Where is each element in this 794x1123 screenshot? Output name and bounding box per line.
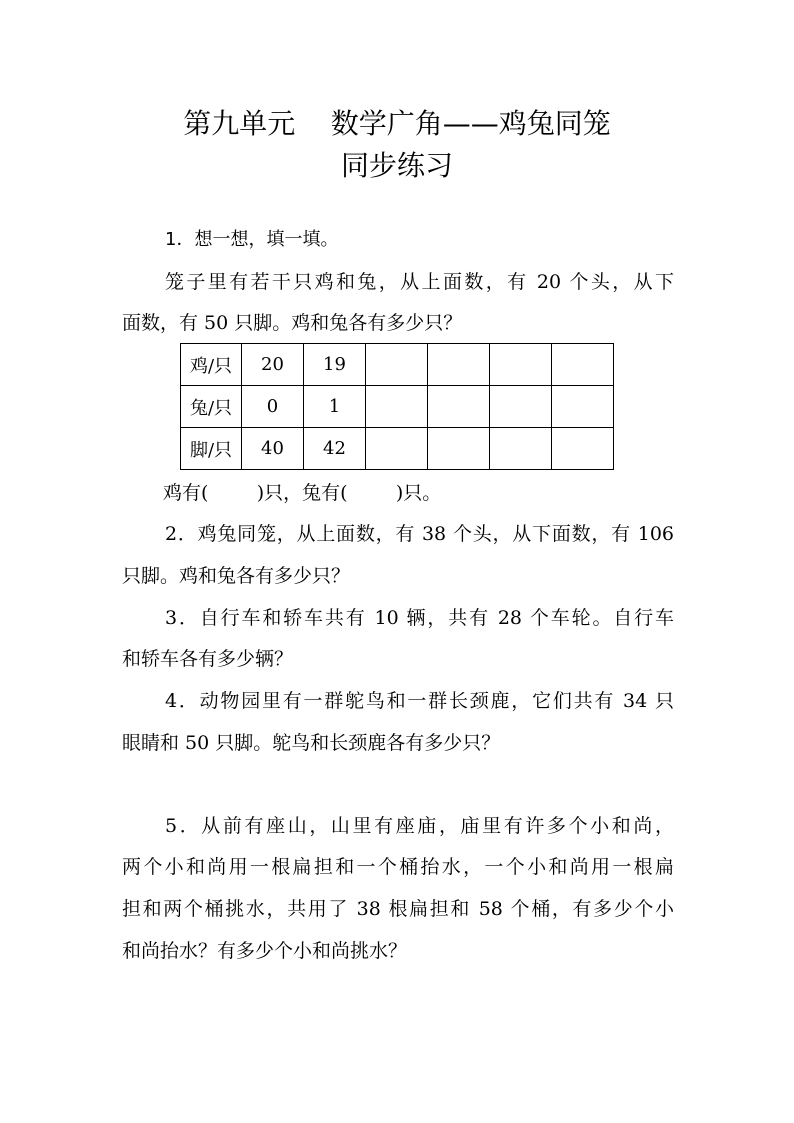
question-1-text-line-2: 面数，有 50 只脚。鸡和兔各有多少只？: [122, 312, 463, 334]
table-cell: [552, 344, 614, 386]
question-2-text-line-1: 2．鸡兔同笼，从上面数，有 38 个头，从下面数，有 106: [165, 523, 674, 545]
table-cell: 20: [242, 344, 304, 386]
table-cell: [490, 344, 552, 386]
question-1-answer: 鸡有( )只，兔有( )只。: [163, 482, 442, 504]
table-cell: [490, 386, 552, 428]
table-cell: [428, 386, 490, 428]
table-cell: [552, 428, 614, 470]
row-label: 脚/只: [181, 428, 242, 470]
question-1-text-line-1: 笼子里有若干只鸡和兔，从上面数，有 20 个头，从下: [165, 271, 674, 293]
table-cell: 19: [304, 344, 366, 386]
question-2-text-line-2: 只脚。鸡和兔各有多少只？: [122, 565, 351, 587]
question-5-text-line-4: 和尚抬水？有多少个小和尚挑水？: [122, 940, 408, 962]
table-cell: [552, 386, 614, 428]
table-cell: [366, 428, 428, 470]
question-4-text-line-2: 眼睛和 50 只脚。鸵鸟和长颈鹿各有多少只？: [122, 732, 501, 754]
table-cell: [428, 344, 490, 386]
row-label: 鸡/只: [181, 344, 242, 386]
page-subtitle: 同步练习: [340, 149, 453, 182]
page-title: 第九单元 数学广角——鸡兔同笼: [183, 107, 611, 140]
row-label: 兔/只: [181, 386, 242, 428]
table-cell: 42: [304, 428, 366, 470]
question-3-text-line-2: 和轿车各有多少辆？: [122, 648, 294, 670]
chicken-rabbit-table: [180, 343, 614, 470]
table-cell: 0: [242, 386, 304, 428]
table-row-chicken: [181, 344, 614, 386]
question-5-text-line-3: 担和两个桶挑水，共用了 38 根扁担和 58 个桶，有多少个小: [122, 898, 674, 920]
question-5-text-line-2: 两个小和尚用一根扁担和一个桶抬水，一个小和尚用一根扁: [122, 856, 674, 878]
table-cell: [366, 344, 428, 386]
table-row-feet: [181, 428, 614, 470]
table-cell: [428, 428, 490, 470]
table-row-rabbit: [181, 386, 614, 428]
question-1-heading: 1．想一想，填一填。: [165, 229, 339, 250]
table-cell: 40: [242, 428, 304, 470]
question-5-text-line-1: 5．从前有座山，山里有座庙，庙里有许多个小和尚，: [165, 815, 674, 837]
question-3-text-line-1: 3．自行车和轿车共有 10 辆，共有 28 个车轮。自行车: [165, 607, 674, 629]
table-cell: 1: [304, 386, 366, 428]
question-4-text-line-1: 4．动物园里有一群鸵鸟和一群长颈鹿，它们共有 34 只: [165, 690, 674, 712]
table-cell: [490, 428, 552, 470]
table-cell: [366, 386, 428, 428]
